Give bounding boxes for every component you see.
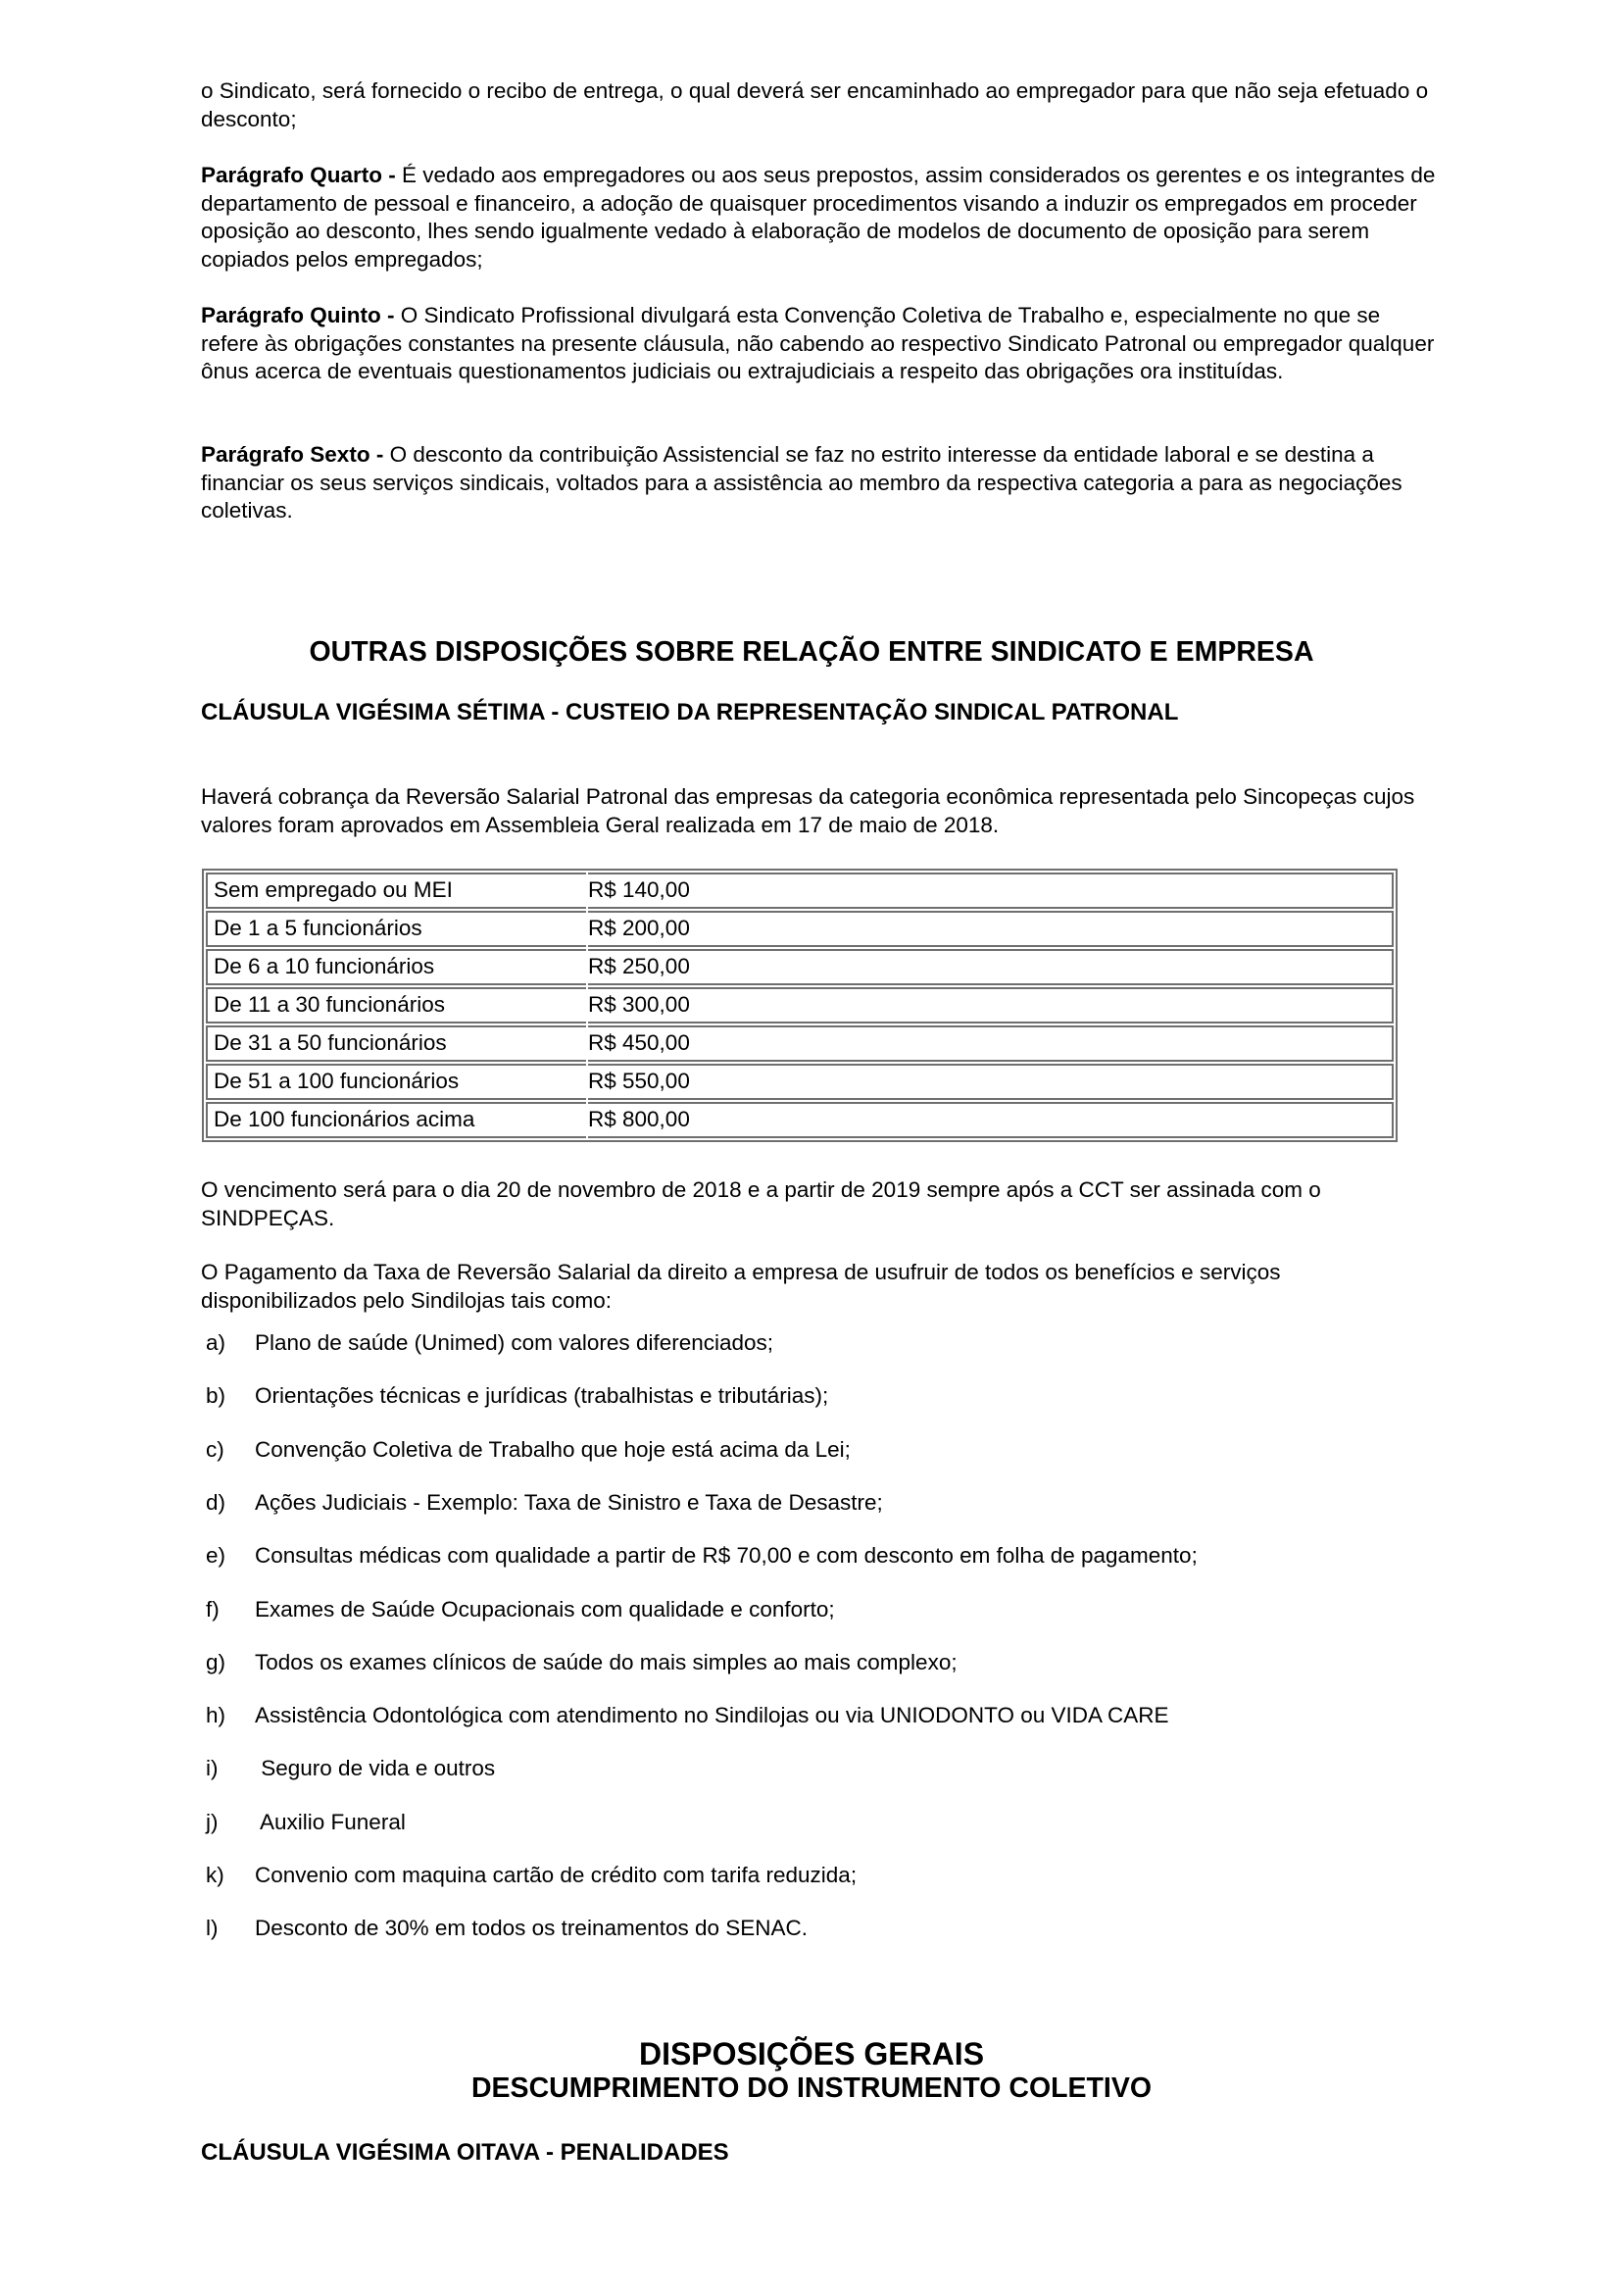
- list-item-marker: c): [206, 1437, 224, 1462]
- paragrafo-sexto-label: Parágrafo Sexto -: [201, 442, 384, 467]
- fee-value: R$ 140,00: [588, 873, 1394, 909]
- list-item-marker: d): [206, 1490, 226, 1515]
- list-item-text: Convenio com maquina cartão de crédito com tarifa reduzida;: [255, 1863, 858, 1887]
- paragrafo-quarto-label: Parágrafo Quarto -: [201, 163, 396, 187]
- fee-category: De 51 a 100 funcionários: [206, 1064, 586, 1100]
- list-item: [206, 1755, 495, 1784]
- list-item-marker: f): [206, 1597, 220, 1622]
- list-item-text: Plano de saúde (Unimed) com valores diferenciados;: [255, 1330, 774, 1355]
- fee-table: [202, 869, 1398, 1142]
- list-item-marker: b): [206, 1383, 226, 1408]
- list-item-text: Seguro de vida e outros: [255, 1756, 496, 1780]
- section-subtitle-descumprimento: DESCUMPRIMENTO DO INSTRUMENTO COLETIVO: [470, 2072, 1153, 2104]
- paragrafo-quinto: [201, 302, 1441, 386]
- list-item: [206, 1542, 1198, 1572]
- fee-category: De 100 funcionários acima: [206, 1102, 586, 1138]
- fee-row: [206, 949, 1394, 985]
- list-item: [206, 1436, 851, 1466]
- fee-row: [206, 873, 1394, 909]
- list-item-marker: i): [206, 1756, 219, 1780]
- fee-value: R$ 550,00: [588, 1064, 1394, 1100]
- list-item: [206, 1649, 958, 1678]
- reversao-intro: Haverá cobrança da Reversão Salarial Patronal das empresas da categoria econômica representada pelo Sincopeças cujos valores foram aprovados em Assembleia Geral realizada em 17 de maio de 2018.: [201, 784, 1415, 837]
- list-item-text: Convenção Coletiva de Trabalho que hoje está acima da Lei;: [255, 1437, 851, 1462]
- fee-value: R$ 450,00: [588, 1025, 1394, 1062]
- fee-row: [206, 911, 1394, 947]
- fee-row: [206, 1064, 1394, 1100]
- list-item-text: Assistência Odontológica com atendimento no Sindilojas ou via UNIODONTO ou VIDA CARE: [255, 1703, 1169, 1727]
- list-item-text: Auxilio Funeral: [255, 1810, 406, 1834]
- paragrafo-quinto-label: Parágrafo Quinto -: [201, 303, 395, 327]
- fee-value: R$ 300,00: [588, 987, 1394, 1023]
- fee-value: R$ 250,00: [588, 949, 1394, 985]
- list-item-text: Consultas médicas com qualidade a partir de R$ 70,00 e com desconto em folha de pagamento;: [255, 1543, 1198, 1568]
- list-item: [206, 1915, 808, 1944]
- fee-value: R$ 200,00: [588, 911, 1394, 947]
- fee-row: [206, 987, 1394, 1023]
- fee-category: De 6 a 10 funcionários: [206, 949, 586, 985]
- list-item-text: Ações Judiciais - Exemplo: Taxa de Sinistro e Taxa de Desastre;: [255, 1490, 883, 1515]
- list-item-marker: h): [206, 1703, 226, 1727]
- continuation-paragraph: o Sindicato, será fornecido o recibo de entrega, o qual deverá ser encaminhado ao empregador para que não seja efetuado o desconto;: [201, 78, 1429, 131]
- fee-row: [206, 1102, 1394, 1138]
- list-item: [206, 1702, 1169, 1731]
- list-item-marker: k): [206, 1863, 224, 1887]
- paragrafo-quarto: [201, 162, 1441, 274]
- fee-row: [206, 1025, 1394, 1062]
- fee-category: Sem empregado ou MEI: [206, 873, 586, 909]
- list-item-marker: e): [206, 1543, 226, 1568]
- list-item-text: Desconto de 30% em todos os treinamentos do SENAC.: [255, 1916, 809, 1940]
- list-item-marker: j): [206, 1810, 219, 1834]
- list-item-marker: l): [206, 1916, 219, 1940]
- fee-category: De 11 a 30 funcionários: [206, 987, 586, 1023]
- vencimento-paragraph: O vencimento será para o dia 20 de novembro de 2018 e a partir de 2019 sempre após a CCT ser assinada com o SINDPEÇAS.: [201, 1177, 1321, 1230]
- list-item: [206, 1489, 883, 1519]
- paragrafo-quarto-text: É vedado aos empregadores ou aos seus prepostos, assim considerados os gerentes e os integrantes de departamento de pessoal e financeiro, a adoção de quaisquer procedimentos visando a induzir os empregados em proceder oposição ao desconto, lhes sendo igualmente vedado à elaboração de modelos de documento de oposição para serem copiados pelos empregados;: [201, 163, 1436, 272]
- pagamento-paragraph: O Pagamento da Taxa de Reversão Salarial da direito a empresa de usufruir de todos os benefícios e serviços disponibilizados pelo Sindilojas tais como:: [201, 1260, 1281, 1313]
- paragrafo-quinto-text: O Sindicato Profissional divulgará esta Convenção Coletiva de Trabalho e, especialmente no que se refere às obrigações constantes na presente cláusula, não cabendo ao respectivo Sindicato Patronal ou empregador qualquer ônus acerca de eventuais questionamentos judiciais ou extrajudiciais a respeito das obrigações ora instituídas.: [201, 303, 1435, 383]
- paragrafo-sexto-text: O desconto da contribuição Assistencial se faz no estrito interesse da entidade laboral e se destina a financiar os seus serviços sindicais, voltados para a assistência ao membro da respectiva categoria a para as negociações coletivas.: [201, 442, 1402, 523]
- section-title-gerais: DISPOSIÇÕES GERAIS: [638, 2036, 985, 2071]
- list-item-text: Orientações técnicas e jurídicas (trabalhistas e tributárias);: [255, 1383, 829, 1408]
- paragrafo-sexto: [201, 441, 1441, 525]
- list-item-text: Todos os exames clínicos de saúde do mais simples ao mais complexo;: [255, 1650, 958, 1674]
- clause-28-title: CLÁUSULA VIGÉSIMA OITAVA - PENALIDADES: [201, 2139, 729, 2166]
- list-item-marker: g): [206, 1650, 226, 1674]
- list-item: [206, 1382, 828, 1412]
- fee-category: De 31 a 50 funcionários: [206, 1025, 586, 1062]
- section-title-outras: OUTRAS DISPOSIÇÕES SOBRE RELAÇÃO ENTRE SINDICATO E EMPRESA: [309, 636, 1314, 668]
- list-item-marker: a): [206, 1330, 226, 1355]
- list-item: [206, 1329, 773, 1359]
- list-item: [206, 1862, 857, 1891]
- fee-category: De 1 a 5 funcionários: [206, 911, 586, 947]
- list-item-text: Exames de Saúde Ocupacionais com qualidade e conforto;: [255, 1597, 835, 1622]
- list-item: [206, 1809, 406, 1838]
- clause-27-title: CLÁUSULA VIGÉSIMA SÉTIMA - CUSTEIO DA REPRESENTAÇÃO SINDICAL PATRONAL: [201, 699, 1179, 725]
- list-item: [206, 1596, 835, 1625]
- fee-value: R$ 800,00: [588, 1102, 1394, 1138]
